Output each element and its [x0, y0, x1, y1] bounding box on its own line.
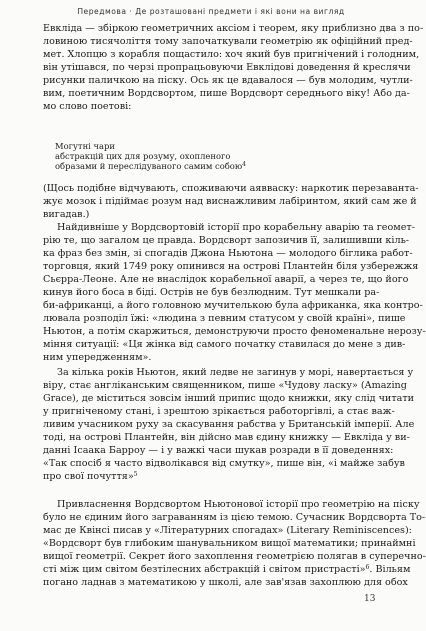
text-line: Сьєрра-Леоне. Але не внаслідок корабельної аварії, а через те, що його: [43, 274, 409, 285]
text-line: мет. Хлопцю з корабля пощастило: хоч який був пригнічений і голодним,: [43, 49, 420, 60]
footnote-ref: 6: [365, 564, 370, 571]
text-line: у пригніченому стані, і зрештою зрікається работоргівлі, а стає важ-: [43, 406, 395, 417]
text-line: ловиною тисячоліття тому започаткували геометрію як офіційний пред-: [43, 36, 413, 47]
text-line: данні Ісаака Барроу — і у важкі часи шукав розради в її доведеннях:: [43, 445, 394, 456]
paragraph-3: [43, 221, 426, 364]
text-line: погано ладнав з математикою у школі, але зав'язав захоплюю для обох: [43, 577, 408, 588]
text-line: Привласнення Вордсвортом Ньютонової історії про геометрію на піску: [57, 499, 420, 510]
text-line-tail: . Вільям: [369, 564, 411, 575]
text-line: Найдивніше у Вордсвортовій історії про корабельну аварію та геомет-: [57, 222, 415, 233]
text-line: міння ситуації: «Ця жінка від самого початку ставилася до мене з див-: [43, 339, 406, 350]
text-line: ливим учасником руху за скасування рабства у Британській імперії. Але: [43, 419, 415, 430]
text-line: було не єдиним його заграванням із цією темою. Сучасник Вордсворта То-: [43, 512, 426, 523]
text-line: Grace), де міститься зовсім інший припис щодо книжки, яку слід читати: [43, 393, 415, 404]
text-line: ним упередженням».: [43, 352, 152, 363]
text-line: Евкліда — збіркою геометричних аксіом і теорем, яку приблизно два з по-: [43, 23, 424, 34]
text-line: «Вордсворт був глибоким шанувальником вищої математики; принаймні: [43, 538, 416, 549]
paragraph-2: [43, 182, 419, 221]
page-number: 13: [364, 594, 376, 604]
text-line: рисунки паличкою на піску. Ось як це вдавалося — був молодим, чутли-: [43, 75, 413, 86]
text-line: (Щось подібне відчувають, споживаючи аявваску: наркотик перезаванта-: [43, 183, 419, 194]
text-line: вищої геометрії. Секрет його захоплення геометрією полягав в суперечно-: [43, 551, 426, 562]
text-line: лювала розподіл їжі: «людина з певним статусом у своїй країні», пише: [43, 313, 406, 324]
text-line: торговця, який 1749 року опинився на острові Плантейн біля узбережжя: [43, 261, 419, 272]
paragraph-4: [43, 366, 415, 483]
running-header: Передмова · Де розташовані предмети і які вони на вигляд: [77, 7, 345, 16]
text-line: тоді, на острові Плантейн, він дійсно мав єдину книжку — Евкліда у ви-: [43, 432, 410, 443]
text-line: [43, 563, 411, 576]
paragraph-5: [43, 498, 426, 589]
text-line: мас де Квінсі писав у «Літературних спогадах» (Literary Reminiscences):: [43, 525, 412, 536]
poem-line: абстракцій цих для розуму, охопленого: [55, 151, 231, 161]
poem-line: Могутні чари: [55, 141, 115, 151]
text-line: би-африканці, а його головною мучителькою була африканка, яка контро-: [43, 300, 423, 311]
poem-line-text: образами й переслідуваного самим собою: [55, 161, 243, 171]
text-line: рію те, що загалом це правда. Вордсворт запозичив її, залишивши кіль-: [43, 235, 410, 246]
text-line: кинув його боса в біді. Острів не був безлюдним. Тут мешкали ра-: [43, 287, 380, 298]
text-line: [43, 470, 375, 483]
text-line: вигадав.): [43, 209, 90, 220]
text-line: «Так спосіб я часто відволікався від смутку», пише він, «і майже забув: [43, 458, 405, 469]
text-line: вим, поетичним Вордсвортом, пише Вордсворт середнього віку! Або да-: [43, 88, 410, 99]
text-line: Ньютон, а потім скаржиться, демонструючи просто феноменальне нерозу-: [43, 326, 426, 337]
text-line-text: про свої почуття»: [43, 471, 134, 482]
paragraph-1: [43, 22, 424, 113]
text-line: мо слово поетові:: [43, 101, 132, 112]
text-line: віру, стає англіканським священником, пише «Чудову ласку» (Amazing: [43, 380, 407, 391]
footnote-ref: 4: [242, 161, 246, 168]
text-line-text: сті між цим світом безтілесних абстракцій і світом пристрасті»: [43, 564, 366, 575]
text-line: жує мозок і підіймає розум над виснажливим лабіринтом, який сам же й: [43, 196, 417, 207]
footnote-ref: 5: [133, 471, 138, 478]
poem-line: [55, 161, 355, 171]
text-line: За кілька років Ньютон, який ледве не загинув у морі, навертається у: [57, 367, 414, 378]
poem-quote: [55, 141, 355, 171]
text-line: він утішався, по черзі пропрацьовуючи Евклідові доведення й креслячи: [43, 62, 411, 73]
text-line: ка фраз без змін, зі спогадів Джона Ньютона — молодого біглика работ-: [43, 248, 413, 259]
